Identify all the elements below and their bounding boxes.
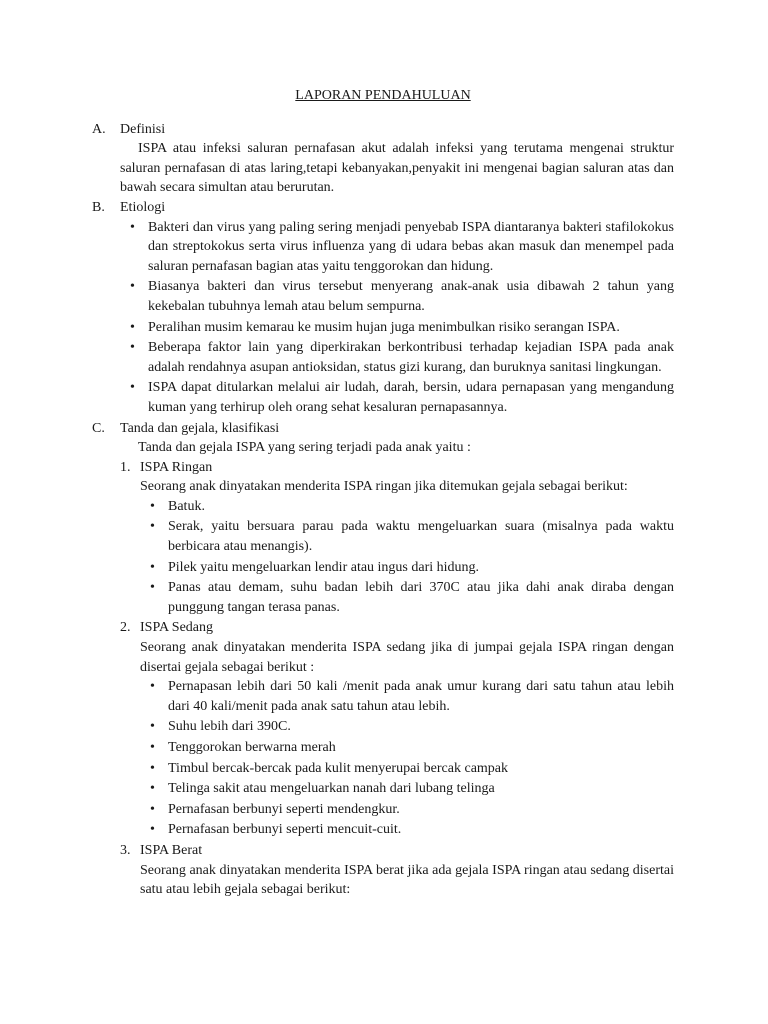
page-title: LAPORAN PENDAHULUAN xyxy=(295,88,471,103)
subsection-heading xyxy=(120,458,674,478)
section-intro: Tanda dan gejala ISPA yang sering terjadi pada anak yaitu : xyxy=(138,440,471,456)
section-definisi xyxy=(92,120,674,198)
bullet-icon: • xyxy=(150,740,155,755)
bullet-icon: • xyxy=(150,580,155,596)
bullet-list xyxy=(120,218,674,418)
list-item: • Batuk. xyxy=(140,497,674,517)
bullet-icon: • xyxy=(150,801,155,817)
list-item: • ISPA dapat ditularkan melalui air ludah, darah, bersin, udara pernapasan yang mengandung kuman yang terhirup oleh orang sehat kesaluran pernapasannya. xyxy=(130,380,674,415)
bullet-icon: • xyxy=(130,340,135,356)
bullet-icon: • xyxy=(130,319,135,335)
bullet-list xyxy=(140,677,674,840)
bullet-icon: • xyxy=(150,679,155,695)
subsection-ispa-berat xyxy=(120,841,674,900)
subsection-ispa-sedang xyxy=(120,618,674,840)
subsection-paragraph: Seorang anak dinyatakan menderita ISPA berat jika ada gejala ISPA ringan atau sedang disertai satu atau lebih gejala sebagai berikut: xyxy=(140,862,674,898)
subsection-paragraph: Seorang anak dinyatakan menderita ISPA ringan jika ditemukan gejala sebagai berikut: xyxy=(140,479,628,495)
subsection-number: 3. xyxy=(120,842,131,858)
list-item: • Timbul bercak-bercak pada kulit menyerupai bercak campak xyxy=(140,759,674,779)
subsection-paragraph: Seorang anak dinyatakan menderita ISPA sedang jika di jumpai gejala ISPA ringan dengan disertai gejala sebagai berikut : xyxy=(140,640,674,675)
bullet-icon: • xyxy=(150,498,155,514)
list-item: • Pilek yaitu mengeluarkan lendir atau ingus dari hidung. xyxy=(140,558,674,578)
bullet-icon: • xyxy=(150,519,155,535)
section-letter: B. xyxy=(92,199,105,215)
bullet-icon: • xyxy=(130,279,135,295)
list-item: • Pernafasan berbunyi seperti mencuit-cuit. xyxy=(140,820,674,840)
section-letter: A. xyxy=(92,121,106,137)
bullet-icon: • xyxy=(150,760,155,776)
list-item: • Pernapasan lebih dari 50 kali /menit pada anak umur kurang dari satu tahun atau lebih dari 40 kali/menit pada anak satu tahun atau lebih. xyxy=(150,679,674,714)
bullet-icon: • xyxy=(150,822,155,838)
subsection-title: ISPA Berat xyxy=(140,842,203,858)
section-title: Tanda dan gejala, klasifikasi xyxy=(120,420,280,436)
section-heading xyxy=(92,198,674,218)
section-heading xyxy=(92,419,674,439)
list-item: • Biasanya bakteri dan virus tersebut menyerang anak-anak usia dibawah 2 tahun yang kekebalan tubuhnya lemah atau belum sempurna. xyxy=(130,279,674,314)
list-item: • Panas atau demam, suhu badan lebih dari 370C atau jika dahi anak diraba dengan punggung tangan terasa panas. xyxy=(150,580,674,615)
bullet-icon: • xyxy=(130,380,135,396)
subsection-heading xyxy=(120,618,674,638)
section-title: Etiologi xyxy=(120,199,166,215)
section-tanda-gejala xyxy=(92,419,674,900)
list-item: • Serak, yaitu bersuara parau pada waktu mengeluarkan suara (misalnya pada waktu berbicara atau menangis). xyxy=(150,519,674,555)
bullet-icon: • xyxy=(150,719,155,735)
list-item: • Pernafasan berbunyi seperti mendengkur. xyxy=(140,800,674,820)
section-letter: C. xyxy=(92,420,105,436)
subsection-number: 2. xyxy=(120,620,131,636)
bullet-list xyxy=(140,497,674,618)
subsection-ispa-ringan xyxy=(120,458,674,618)
section-paragraph: ISPA atau infeksi saluran pernafasan akut adalah infeksi yang terutama mengenai struktur saluran pernafasan di atas laring,tetapi kebanyakan,penyakit ini mengenai bagian saluran atas dan bawah secara simultan atau berurutan. xyxy=(120,141,674,196)
section-etiologi xyxy=(92,198,674,418)
section-title: Definisi xyxy=(120,121,166,137)
subsection-heading xyxy=(120,841,674,861)
bullet-icon: • xyxy=(150,559,155,575)
list-item: • Beberapa faktor lain yang diperkirakan berkontribusi terhadap kejadian ISPA pada anak adalah rendahnya asupan antioksidan, status gizi kurang, dan buruknya sanitasi lingkungan. xyxy=(130,340,674,375)
subsection-number: 1. xyxy=(120,459,131,475)
bullet-icon: • xyxy=(150,781,155,797)
list-item: • Tenggorokan berwarna merah xyxy=(140,738,674,758)
section-heading xyxy=(92,120,674,140)
subsection-title: ISPA Ringan xyxy=(140,459,213,475)
list-item: • Bakteri dan virus yang paling sering menjadi penyebab ISPA diantaranya bakteri stafilokokus dan streptokokus serta virus influenza yang di udara bebas akan masuk dan menempel pada saluran pernafasan bagian atas yaitu tenggorokan dan hidung. xyxy=(130,219,674,274)
list-item: • Telinga sakit atau mengeluarkan nanah dari lubang telinga xyxy=(140,779,674,799)
list-item: • Peralihan musim kemarau ke musim hujan juga menimbulkan risiko serangan ISPA. xyxy=(120,318,674,338)
subsection-title: ISPA Sedang xyxy=(140,620,214,636)
list-item: • Suhu lebih dari 390C. xyxy=(140,717,674,737)
bullet-icon: • xyxy=(130,219,135,235)
